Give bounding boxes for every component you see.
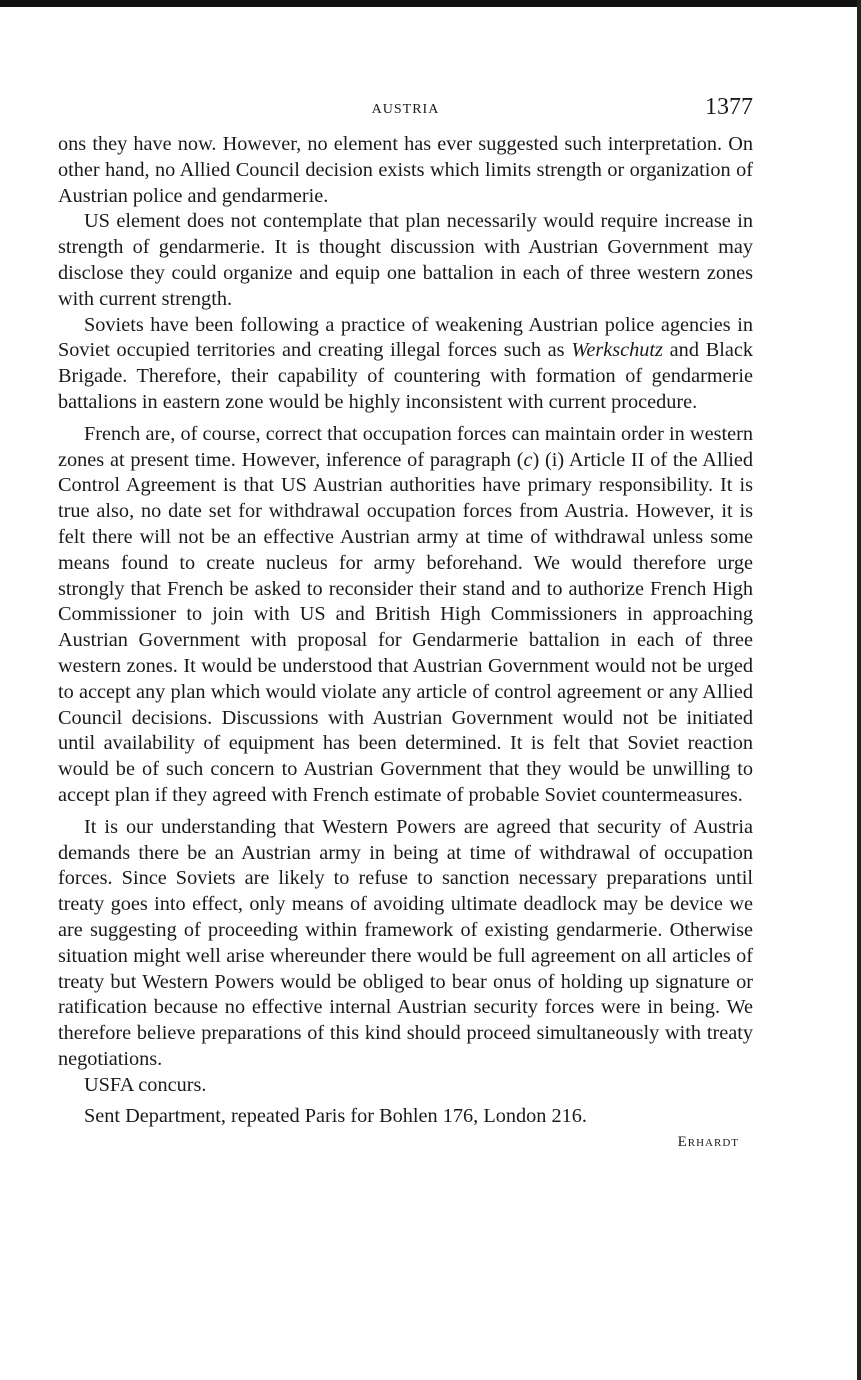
italic-term: Werkschutz: [571, 339, 663, 362]
italic-term: c: [523, 448, 533, 471]
running-head: [58, 92, 753, 132]
paragraph-sent: Sent Department, repeated Paris for Bohlen 176, London 216.: [84, 1105, 587, 1128]
right-edge-rule: [857, 0, 861, 1380]
paragraph-french: French are, of course, correct that occupation forces can maintain order in western zones at present time. However, inference of paragraph (c) (i) Article II of the Allied Control Agreement is that US Austrian authorities have primary responsibility. It is true also, no date set for withdrawal occupation forces from Austria. However, it is felt there will not be an effective Austrian army at time of withdrawal unless some means found to create nucleus for army beforehand. We would therefore urge strongly that French be asked to reconsider their stand and to authorize French High Commissioner to join with US and British High Commissioners in approaching Austrian Government with proposal for Gendarmerie battalion in each of three western zones. It would be understood that Austrian Government would not be urged to accept any plan which would violate any article of control agreement or any Allied Council decisions. Discussions with Austrian Government would not be initiated until availability of equipment has been determined. It is felt that Soviet reaction would be of such concern to Austrian Government that they would be unwilling to accept plan if they agreed with French estimate of probable Soviet countermeasures.: [58, 422, 753, 806]
paragraph-usfa: USFA concurs.: [84, 1073, 207, 1096]
paragraph-understanding: It is our understanding that Western Powers are agreed that security of Austria demands there be an Austrian army in being at time of withdrawal of occupation forces. Since Soviets are likely to refuse to sanction necessary preparations until treaty goes into effect, only means of avoiding ultimate deadlock may be device we are suggesting of proceeding within framework of existing gendarmerie. Otherwise situation might well arise whereunder there would be full agreement on all articles of treaty but Western Powers would be obliged to bear onus of holding up signature or ratification because no effective internal Austrian security forces were in being. We therefore believe preparations of this kind should proceed simultaneously with treaty negotiations.: [58, 815, 753, 1070]
signature: Erhardt: [677, 1134, 739, 1151]
paragraph-soviets: Soviets have been following a practice of weakening Austrian police agencies in Soviet occupied territories and creating illegal forces such as Werkschutz and Black Brigade. Therefore, their capability of countering with formation of gendarmerie battalions in eastern zone would be highly inconsistent with current procedure.: [58, 313, 753, 413]
running-head-title: AUSTRIA: [371, 102, 440, 117]
paragraph-us-element: US element does not contemplate that plan necessarily would require increase in strength of gendarmerie. It is thought discussion with Austrian Government may disclose they could organize and equip one battalion in each of three western zones with current strength.: [58, 210, 753, 310]
paragraph-continuation: ons they have now. However, no element has ever suggested such interpretation. On other hand, no Allied Council decision exists which limits strength or organization of Austrian police and gendarmerie.: [58, 133, 753, 207]
page-number: 1377: [705, 94, 753, 120]
document-page: [58, 92, 753, 1151]
body-text: [58, 132, 753, 1130]
top-edge-rule: [0, 0, 861, 7]
